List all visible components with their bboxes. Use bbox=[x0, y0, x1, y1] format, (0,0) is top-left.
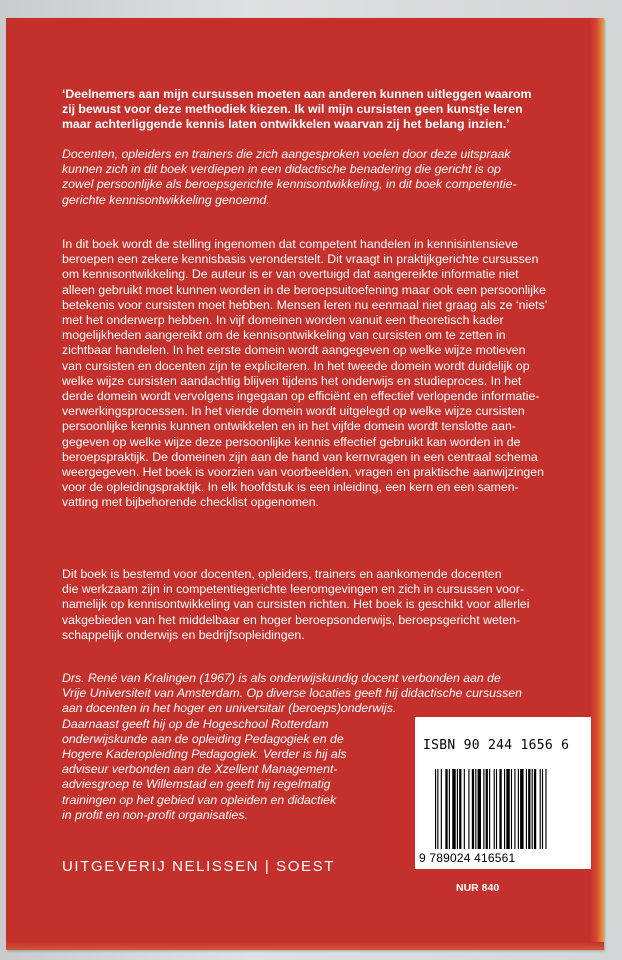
text-line: in profit en non-profit organisaties. bbox=[62, 807, 248, 822]
text-line: vakgebieden van het middelbaar en hoger beroepsonderwijs, beroepsgericht weten- bbox=[62, 612, 521, 627]
intro-paragraph bbox=[62, 147, 587, 208]
publisher-name: UITGEVERIJ NELISSEN | SOEST bbox=[62, 858, 335, 875]
text-line: onderwijskunde aan de opleiding Pedagogiek en de bbox=[62, 731, 344, 746]
text-line: die werkzaam zijn in competentiegerichte leeromgevingen en zich in cursussen voor- bbox=[62, 582, 525, 597]
cover-bottom-edge bbox=[6, 942, 604, 950]
text-line: met het onderwerp hebben. In vijf domeinen worden vanuit een theoretisch kader bbox=[62, 313, 504, 328]
text-line: van cursisten en docenten zijn te expliciteren. In het tweede domein wordt duidelijk op bbox=[62, 358, 530, 373]
text-line: Vrije Universiteit van Amsterdam. Op diverse locaties geeft hij didactische cursussen bbox=[62, 686, 522, 701]
text-line: kunnen zich in dit boek verdiepen in een didactische benadering die gericht is op bbox=[62, 162, 501, 177]
barcode-digits: 9 789024 416561 bbox=[419, 851, 516, 865]
text-line: zij bewust voor deze methodiek kiezen. Ik wil mijn cursisten geen kunstje leren bbox=[62, 102, 523, 117]
text-line: gerichte kennisontwikkeling genoemd. bbox=[62, 192, 270, 207]
text-line: Docenten, opleiders en trainers die zich aangesproken voelen door deze uitspraak bbox=[62, 147, 511, 161]
text-line: mogelijkheden aangereikt om de kennisontwikkeling van cursisten om te zetten in bbox=[62, 328, 506, 343]
isbn-barcode-label bbox=[415, 717, 591, 869]
text-line: namelijk op kennisontwikkeling van cursisten richten. Het boek is geschikt voor allerlei bbox=[62, 597, 530, 612]
back-cover bbox=[6, 18, 604, 950]
text-line: alleen gebruikt moet kunnen worden in de beroepsuitoefening maar ook een persoonlijke bbox=[62, 282, 546, 297]
text-line: beroepen een zekere kennisbasis veronderstelt. Dit vraagt in praktijkgerichte cursussen bbox=[62, 252, 539, 267]
text-line: zichtbaar handelen. In het eerste domein wordt aangegeven op welke wijze motieven bbox=[62, 343, 526, 358]
text-line: adviseur verbonden aan de Xzellent Management- bbox=[62, 762, 338, 777]
text-line: verwerkingsprocessen. In het vierde domein wordt uitgelegd op welke wijze cursisten bbox=[62, 404, 525, 419]
text-line: maar achterliggende kennis laten ontwikkelen waarvan zij het belang inzien.’ bbox=[62, 117, 510, 132]
text-line: aan docenten in het hoger en universitair (beroeps)onderwijs. bbox=[62, 701, 397, 716]
text-line: persoonlijke kennis kunnen ontwikkelen en in het vijfde domein wordt tenslotte aan- bbox=[62, 419, 516, 434]
text-line: trainingen op het gebied van opleiden en didactiek bbox=[62, 792, 337, 807]
text-line: Hogere Kaderopleiding Pedagogiek. Verder is hij als bbox=[62, 747, 347, 762]
cover-side-edge bbox=[590, 18, 604, 950]
text-line: weergegeven. Het boek is voorzien van voorbeelden, vragen en praktische aanwijzingen bbox=[62, 465, 544, 480]
text-line: gegeven op welke wijze deze persoonlijke kennis effectief gebruikt kan worden in de bbox=[62, 434, 521, 449]
text-line: derde domein wordt vervolgens ingegaan op efficiënt en effectief verlopende informatie- bbox=[62, 389, 540, 404]
text-line: Daarnaast geeft hij op de Hogeschool Rotterdam bbox=[62, 716, 329, 731]
text-line: In dit boek wordt de stelling ingenomen dat competent handelen in kennisintensieve bbox=[62, 237, 518, 251]
audience-paragraph bbox=[62, 567, 587, 643]
text-line: schappelijk onderwijs en bedrijfsopleidingen. bbox=[62, 627, 305, 642]
isbn-number: ISBN 90 244 1656 6 bbox=[423, 738, 570, 753]
text-line: welke wijze cursisten aandachtig blijven tijdens het onderwijs en studieproces. In het bbox=[62, 373, 522, 388]
text-line: beroepspraktijk. De domeinen zijn aan de hand van kernvragen in een centraal schema bbox=[62, 449, 538, 464]
text-line: zowel persoonlijke als beroepsgerichte kennisontwikkeling, in dit boek competentie- bbox=[62, 177, 517, 192]
text-line: om kennisontwikkeling. De auteur is er van overtuigd dat aangereikte informatie niet bbox=[62, 267, 519, 282]
text-line: ‘Deelnemers aan mijn cursussen moeten aan anderen kunnen uitleggen waarom bbox=[62, 87, 532, 101]
text-line: Dit boek is bestemd voor docenten, opleiders, trainers en aankomende docenten bbox=[62, 567, 502, 581]
text-line: Drs. René van Kralingen (1967) is als onderwijskundig docent verbonden aan de bbox=[62, 671, 501, 685]
nur-code: NUR 840 bbox=[456, 882, 500, 894]
text-line: vatting met bijbehorende checklist opgenomen. bbox=[62, 495, 320, 510]
text-line: adviesgroep te Willemstad en geeft hij regelmatig bbox=[62, 777, 331, 792]
pull-quote bbox=[62, 87, 587, 133]
description-paragraph bbox=[62, 237, 587, 511]
barcode bbox=[435, 769, 575, 849]
text-line: betekenis voor cursisten moet hebben. Mensen leren nu eenmaal niet graag als ze ‘niets’ bbox=[62, 297, 548, 312]
text-line: voor de opleidingspraktijk. In elk hoofdstuk is een inleiding, een kern en een samen- bbox=[62, 480, 519, 495]
